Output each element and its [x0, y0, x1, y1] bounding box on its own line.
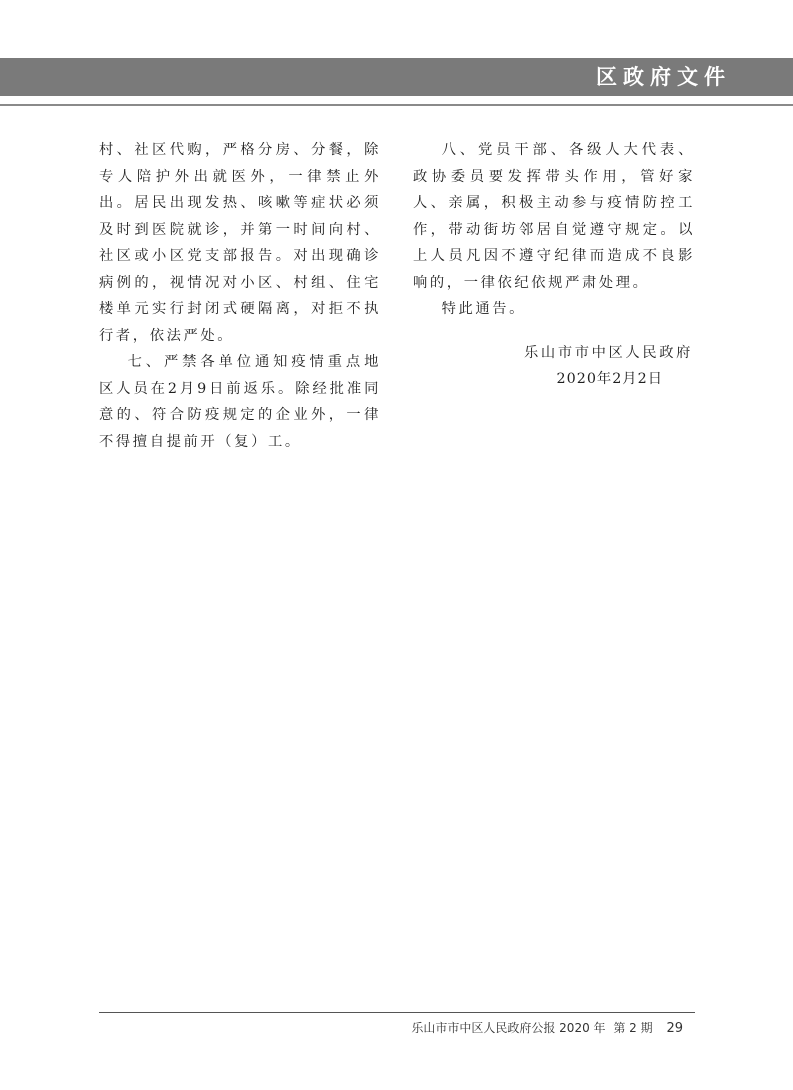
paragraph-closing: 特此通告。 — [441, 301, 527, 317]
header-divider — [0, 104, 793, 106]
paragraph-item-seven: 七、严禁各单位通知疫情重点地区人员在2月9日前返乐。除经批准同意的、符合防疫规定的企业外，一律不得擅自提前开（复）工。 — [99, 354, 381, 450]
footer-publication: 乐山市市中区人民政府公报 2020 年 — [411, 1021, 606, 1035]
left-column — [99, 137, 381, 455]
signature-date: 2020年2月2日 — [556, 371, 663, 387]
signature-issuer: 乐山市市中区人民政府 — [524, 344, 693, 361]
paragraph-continuation: 村、社区代购，严格分房、分餐，除专人陪护外出就医外，一律禁止外出。居民出现发热、咳嗽等症状必须及时到医院就诊，并第一时间向村、社区或小区党支部报告。对出现确诊病例的，视情况对小区、村组、住宅楼单元实行封闭式硬隔离，对拒不执行者，依法严处。 — [99, 142, 381, 344]
footer-issue: 第 2 期 — [613, 1021, 653, 1035]
header-band — [0, 58, 793, 96]
right-column — [413, 137, 695, 393]
paragraph-item-eight: 八、党员干部、各级人大代表、政协委员要发挥带头作用，管好家人、亲属，积极主动参与疫情防控工作，带动街坊邻居自觉遵守规定。以上人员凡因不遵守纪律而造成不良影响的，一律依纪依规严肃处理。 — [413, 142, 695, 291]
page-footer — [411, 1019, 683, 1036]
footer-divider — [99, 1012, 695, 1013]
page-number: 29 — [666, 1021, 683, 1036]
section-title: 区政府文件 — [596, 65, 731, 89]
